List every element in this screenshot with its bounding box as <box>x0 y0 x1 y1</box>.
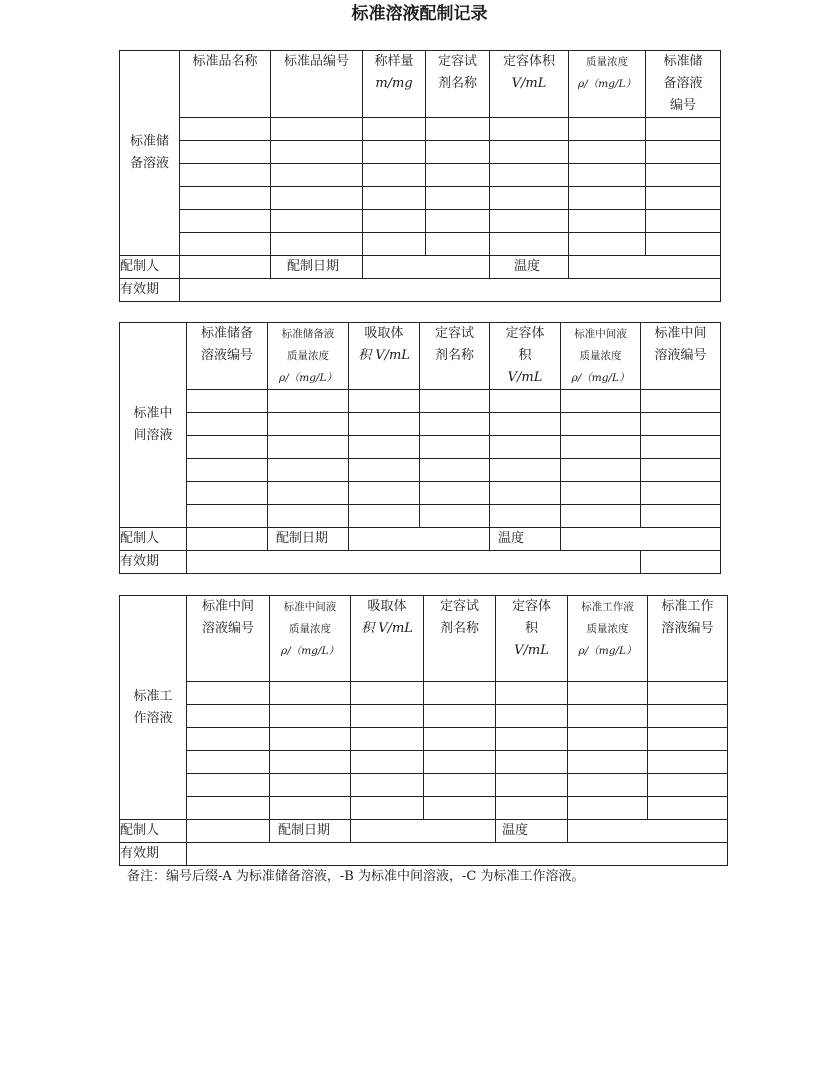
table-row <box>120 705 728 728</box>
data-cell[interactable] <box>187 728 270 751</box>
data-cell[interactable] <box>648 774 728 797</box>
data-cell[interactable] <box>187 482 268 505</box>
date-label: 配制日期 <box>271 256 363 279</box>
table-row <box>120 505 721 528</box>
data-cell[interactable] <box>646 187 721 210</box>
data-cell[interactable] <box>270 682 351 705</box>
data-cell[interactable] <box>561 459 641 482</box>
data-cell[interactable] <box>568 797 648 820</box>
validity-field[interactable] <box>180 279 721 302</box>
column-header: 标准品名称 <box>180 51 271 118</box>
preparer-row <box>120 256 721 279</box>
data-cell[interactable] <box>271 141 363 164</box>
data-cell[interactable] <box>187 413 268 436</box>
data-cell[interactable] <box>648 682 728 705</box>
temperature-label: 温度 <box>490 528 561 551</box>
column-header: 定容体 积 V/mL <box>490 323 561 390</box>
data-cell[interactable] <box>490 233 569 256</box>
data-cell[interactable] <box>268 505 349 528</box>
data-cell[interactable] <box>641 413 721 436</box>
data-cell[interactable] <box>568 682 648 705</box>
data-cell[interactable] <box>569 233 646 256</box>
data-cell[interactable] <box>561 436 641 459</box>
column-header: 标准中间 溶液编号 <box>641 323 721 390</box>
data-cell[interactable] <box>490 505 561 528</box>
preparer-label: 配制人 <box>120 256 180 279</box>
section-label: 标准中 间溶液 <box>120 323 187 528</box>
column-header: 标准储备 溶液编号 <box>187 323 268 390</box>
table-row <box>120 482 721 505</box>
data-cell[interactable] <box>424 682 496 705</box>
data-cell[interactable] <box>569 141 646 164</box>
data-cell[interactable] <box>271 233 363 256</box>
validity-label: 有效期 <box>120 551 187 574</box>
table-row <box>120 459 721 482</box>
validity-row <box>120 843 728 866</box>
data-cell[interactable] <box>187 390 268 413</box>
table-row <box>120 413 721 436</box>
data-cell[interactable] <box>187 705 270 728</box>
date-label: 配制日期 <box>268 528 349 551</box>
data-cell[interactable] <box>424 751 496 774</box>
data-cell[interactable] <box>187 459 268 482</box>
data-cell[interactable] <box>496 682 568 705</box>
data-cell[interactable] <box>351 682 424 705</box>
table-row <box>120 751 728 774</box>
table-row <box>120 774 728 797</box>
table-row <box>120 436 721 459</box>
date-field[interactable] <box>351 820 496 843</box>
table-row <box>120 390 721 413</box>
data-cell[interactable] <box>420 505 490 528</box>
page-title: 标准溶液配制记录 <box>351 4 488 24</box>
data-cell[interactable] <box>270 705 351 728</box>
column-header: 定容试 剂名称 <box>424 596 496 682</box>
data-cell[interactable] <box>641 390 721 413</box>
data-cell[interactable] <box>349 390 420 413</box>
preparer-field[interactable] <box>180 256 271 279</box>
preparer-field[interactable] <box>187 528 268 551</box>
section-label: 标准储 备溶液 <box>120 51 180 256</box>
data-cell[interactable] <box>420 413 490 436</box>
data-cell[interactable] <box>496 705 568 728</box>
validity-row <box>120 279 721 302</box>
table-row <box>120 797 728 820</box>
column-header: 定容体积 V/mL <box>490 51 569 118</box>
column-header: 标准储备液 质量浓度 ρ/（mg/L） <box>268 323 349 390</box>
data-cell[interactable] <box>187 505 268 528</box>
table-row <box>120 187 721 210</box>
data-cell[interactable] <box>270 797 351 820</box>
data-cell[interactable] <box>268 436 349 459</box>
temperature-field[interactable] <box>569 256 721 279</box>
data-cell[interactable] <box>490 459 561 482</box>
column-header: 标准工作液 质量浓度 ρ/（mg/L） <box>568 596 648 682</box>
data-cell[interactable] <box>568 705 648 728</box>
data-cell[interactable] <box>363 187 426 210</box>
data-cell[interactable] <box>424 705 496 728</box>
data-cell[interactable] <box>641 436 721 459</box>
temperature-field[interactable] <box>568 820 728 843</box>
data-cell[interactable] <box>271 187 363 210</box>
column-header: 定容试 剂名称 <box>426 51 490 118</box>
data-cell[interactable] <box>496 728 568 751</box>
data-cell[interactable] <box>569 118 646 141</box>
column-header: 标准中间液 质量浓度 ρ/（mg/L） <box>561 323 641 390</box>
data-cell[interactable] <box>270 728 351 751</box>
data-cell[interactable] <box>490 164 569 187</box>
data-cell[interactable] <box>270 774 351 797</box>
data-cell[interactable] <box>363 210 426 233</box>
data-cell[interactable] <box>641 482 721 505</box>
data-cell[interactable] <box>426 141 490 164</box>
validity-label: 有效期 <box>120 279 180 302</box>
data-cell[interactable] <box>569 210 646 233</box>
data-cell[interactable] <box>420 459 490 482</box>
data-cell[interactable] <box>490 141 569 164</box>
table-row <box>120 682 728 705</box>
intermediate-solution-table <box>119 322 721 574</box>
data-cell[interactable] <box>349 413 420 436</box>
data-cell[interactable] <box>426 187 490 210</box>
date-field[interactable] <box>363 256 490 279</box>
column-header: 标准品编号 <box>271 51 363 118</box>
validity-row <box>120 551 721 574</box>
data-cell[interactable] <box>271 210 363 233</box>
data-cell[interactable] <box>420 482 490 505</box>
data-cell[interactable] <box>646 164 721 187</box>
section-label: 标准工 作溶液 <box>120 596 187 820</box>
data-cell[interactable] <box>561 390 641 413</box>
data-cell[interactable] <box>349 505 420 528</box>
data-cell[interactable] <box>180 141 271 164</box>
data-cell[interactable] <box>568 751 648 774</box>
table-row <box>120 118 721 141</box>
data-cell[interactable] <box>648 705 728 728</box>
column-header: 标准中间 溶液编号 <box>187 596 270 682</box>
data-cell[interactable] <box>351 797 424 820</box>
temperature-field[interactable] <box>561 528 721 551</box>
column-header: 标准工作 溶液编号 <box>648 596 728 682</box>
table-row <box>120 728 728 751</box>
data-cell[interactable] <box>271 118 363 141</box>
data-cell[interactable] <box>646 118 721 141</box>
column-header: 定容试 剂名称 <box>420 323 490 390</box>
column-header: 质量浓度 ρ/（mg/L） <box>569 51 646 118</box>
data-cell[interactable] <box>490 436 561 459</box>
working-solution-table <box>119 595 728 866</box>
data-cell[interactable] <box>363 233 426 256</box>
date-field[interactable] <box>349 528 490 551</box>
data-cell[interactable] <box>187 751 270 774</box>
data-cell[interactable] <box>351 705 424 728</box>
data-cell[interactable] <box>496 774 568 797</box>
data-cell[interactable] <box>187 436 268 459</box>
data-cell[interactable] <box>349 459 420 482</box>
temperature-label: 温度 <box>496 820 568 843</box>
table-row <box>120 210 721 233</box>
data-cell[interactable] <box>561 482 641 505</box>
data-cell[interactable] <box>648 728 728 751</box>
table-row <box>120 164 721 187</box>
validity-label: 有效期 <box>120 843 187 866</box>
data-cell[interactable] <box>496 751 568 774</box>
data-cell[interactable] <box>568 728 648 751</box>
table-row <box>120 141 721 164</box>
data-cell[interactable] <box>648 751 728 774</box>
data-cell[interactable] <box>180 164 271 187</box>
data-cell[interactable] <box>351 751 424 774</box>
preparer-field[interactable] <box>187 820 270 843</box>
data-cell[interactable] <box>180 233 271 256</box>
column-header: 吸取体 积 V/mL <box>349 323 420 390</box>
footnote: 备注：编号后缀-A 为标准储备溶液，-B 为标准中间溶液，-C 为标准工作溶液。 <box>127 869 585 884</box>
data-cell[interactable] <box>351 774 424 797</box>
data-cell[interactable] <box>490 187 569 210</box>
data-cell[interactable] <box>561 505 641 528</box>
data-cell[interactable] <box>646 233 721 256</box>
data-cell[interactable] <box>349 482 420 505</box>
data-cell[interactable] <box>569 164 646 187</box>
data-cell[interactable] <box>426 118 490 141</box>
data-cell[interactable] <box>268 390 349 413</box>
validity-field[interactable] <box>187 843 728 866</box>
data-cell[interactable] <box>270 751 351 774</box>
data-cell[interactable] <box>426 233 490 256</box>
data-cell[interactable] <box>271 164 363 187</box>
data-cell[interactable] <box>424 797 496 820</box>
data-cell[interactable] <box>180 187 271 210</box>
data-cell[interactable] <box>180 118 271 141</box>
data-cell[interactable] <box>490 118 569 141</box>
data-cell[interactable] <box>648 797 728 820</box>
validity-extra-field[interactable] <box>641 551 721 574</box>
preparer-row <box>120 820 728 843</box>
data-cell[interactable] <box>490 482 561 505</box>
stock-solution-table <box>119 50 721 302</box>
temperature-label: 温度 <box>490 256 569 279</box>
data-cell[interactable] <box>490 210 569 233</box>
data-cell[interactable] <box>496 797 568 820</box>
column-header: 标准中间液 质量浓度 ρ/（mg/L） <box>270 596 351 682</box>
validity-field[interactable] <box>187 551 641 574</box>
data-cell[interactable] <box>363 164 426 187</box>
data-cell[interactable] <box>426 210 490 233</box>
column-header: 称样量 m/mg <box>363 51 426 118</box>
data-cell[interactable] <box>268 482 349 505</box>
data-cell[interactable] <box>187 797 270 820</box>
data-cell[interactable] <box>349 436 420 459</box>
table-row <box>120 233 721 256</box>
data-cell[interactable] <box>641 459 721 482</box>
date-label: 配制日期 <box>270 820 351 843</box>
data-cell[interactable] <box>641 505 721 528</box>
data-cell[interactable] <box>424 774 496 797</box>
data-cell[interactable] <box>187 774 270 797</box>
column-header: 定容体 积 V/mL <box>496 596 568 682</box>
data-cell[interactable] <box>180 210 271 233</box>
data-cell[interactable] <box>420 436 490 459</box>
data-cell[interactable] <box>426 164 490 187</box>
column-header: 标准储 备溶液 编号 <box>646 51 721 118</box>
data-cell[interactable] <box>424 728 496 751</box>
data-cell[interactable] <box>351 728 424 751</box>
preparer-row <box>120 528 721 551</box>
preparer-label: 配制人 <box>120 820 187 843</box>
data-cell[interactable] <box>490 413 561 436</box>
data-cell[interactable] <box>490 390 561 413</box>
data-cell[interactable] <box>646 210 721 233</box>
data-cell[interactable] <box>568 774 648 797</box>
column-header: 吸取体 积 V/mL <box>351 596 424 682</box>
data-cell[interactable] <box>561 413 641 436</box>
data-cell[interactable] <box>187 682 270 705</box>
data-cell[interactable] <box>268 413 349 436</box>
data-cell[interactable] <box>268 459 349 482</box>
data-cell[interactable] <box>363 141 426 164</box>
data-cell[interactable] <box>646 141 721 164</box>
data-cell[interactable] <box>420 390 490 413</box>
data-cell[interactable] <box>569 187 646 210</box>
data-cell[interactable] <box>363 118 426 141</box>
preparer-label: 配制人 <box>120 528 187 551</box>
